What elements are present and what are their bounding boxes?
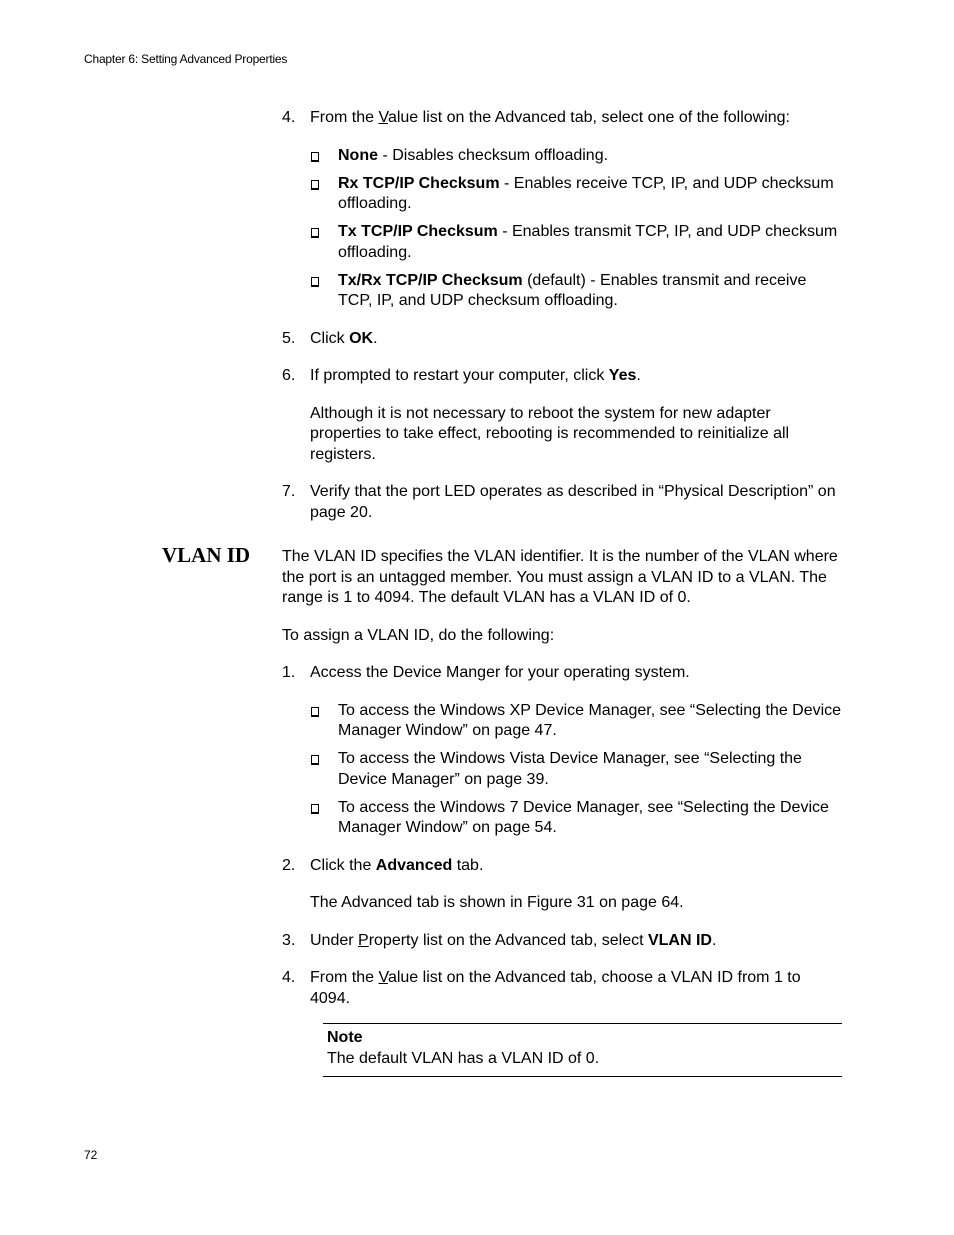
os-option-xp: To access the Windows XP Device Manager, see “Selecting the Device Manager Window” on page 47. bbox=[282, 701, 842, 742]
note-box bbox=[323, 1023, 842, 1077]
note-title: Note bbox=[327, 1029, 363, 1046]
step-6-restart: 6. If prompted to restart your computer, click Yes. bbox=[282, 367, 641, 384]
step-4-value-list: 4. From the Value list on the Advanced tab, select one of the following: bbox=[282, 109, 790, 126]
vlan-step-4: 4. From the Value list on the Advanced tab, choose a VLAN ID from 1 to 4094. bbox=[282, 969, 801, 1007]
step-7-verify-led: 7. Verify that the port LED operates as described in “Physical Description” on page 20. bbox=[282, 483, 836, 521]
os-option-vista: To access the Windows Vista Device Manager, see “Selecting the Device Manager” on page 39. bbox=[282, 749, 842, 790]
figure-reference: The Advanced tab is shown in Figure 31 on page 64. bbox=[310, 894, 684, 911]
option-txrx-checksum: Tx/Rx TCP/IP Checksum (default) - Enables transmit and receive TCP, IP, and UDP checksum offloading. bbox=[282, 271, 842, 312]
option-none: None - Disables checksum offloading. bbox=[282, 146, 842, 167]
option-rx-checksum: Rx TCP/IP Checksum - Enables receive TCP, IP, and UDP checksum offloading. bbox=[282, 174, 842, 215]
checkbox-bullet-icon bbox=[311, 152, 319, 162]
reboot-paragraph: Although it is not necessary to reboot the system for new adapter properties to take effect, rebooting is recommended to reinitialize all registers. bbox=[310, 404, 790, 463]
checkbox-bullet-icon bbox=[311, 228, 319, 238]
page-body bbox=[282, 108, 842, 1077]
checkbox-bullet-icon bbox=[311, 180, 319, 190]
section-title-vlan-id: VLAN ID bbox=[162, 543, 251, 567]
step-5-click-ok: 5. Click OK. bbox=[282, 329, 378, 347]
checkbox-bullet-icon bbox=[311, 277, 319, 287]
vlan-step-1: 1. Access the Device Manger for your operating system. bbox=[282, 664, 690, 681]
vlan-intro-paragraph: The VLAN ID specifies the VLAN identifier. It is the number of the VLAN where the port is an untagged member. You must assign a VLAN ID to a VLAN. The range is 1 to 4094. The default VLAN has a VLAN ID of 0. bbox=[282, 548, 838, 606]
checkbox-bullet-icon bbox=[311, 755, 319, 765]
vlan-assign-paragraph: To assign a VLAN ID, do the following: bbox=[282, 626, 555, 644]
checkbox-bullet-icon bbox=[311, 707, 319, 717]
running-header: Chapter 6: Setting Advanced Properties bbox=[84, 52, 288, 66]
vlan-step-2: 2. Click the Advanced tab. bbox=[282, 856, 484, 874]
vlan-step-3: 3. Under Property list on the Advanced tab, select VLAN ID. bbox=[282, 931, 717, 949]
page-number: 72 bbox=[84, 1148, 98, 1162]
checkbox-bullet-icon bbox=[311, 804, 319, 814]
os-option-win7: To access the Windows 7 Device Manager, see “Selecting the Device Manager Window” on page 54. bbox=[282, 798, 842, 839]
option-tx-checksum: Tx TCP/IP Checksum - Enables transmit TCP, IP, and UDP checksum offloading. bbox=[282, 222, 842, 263]
note-text: The default VLAN has a VLAN ID of 0. bbox=[327, 1049, 600, 1067]
